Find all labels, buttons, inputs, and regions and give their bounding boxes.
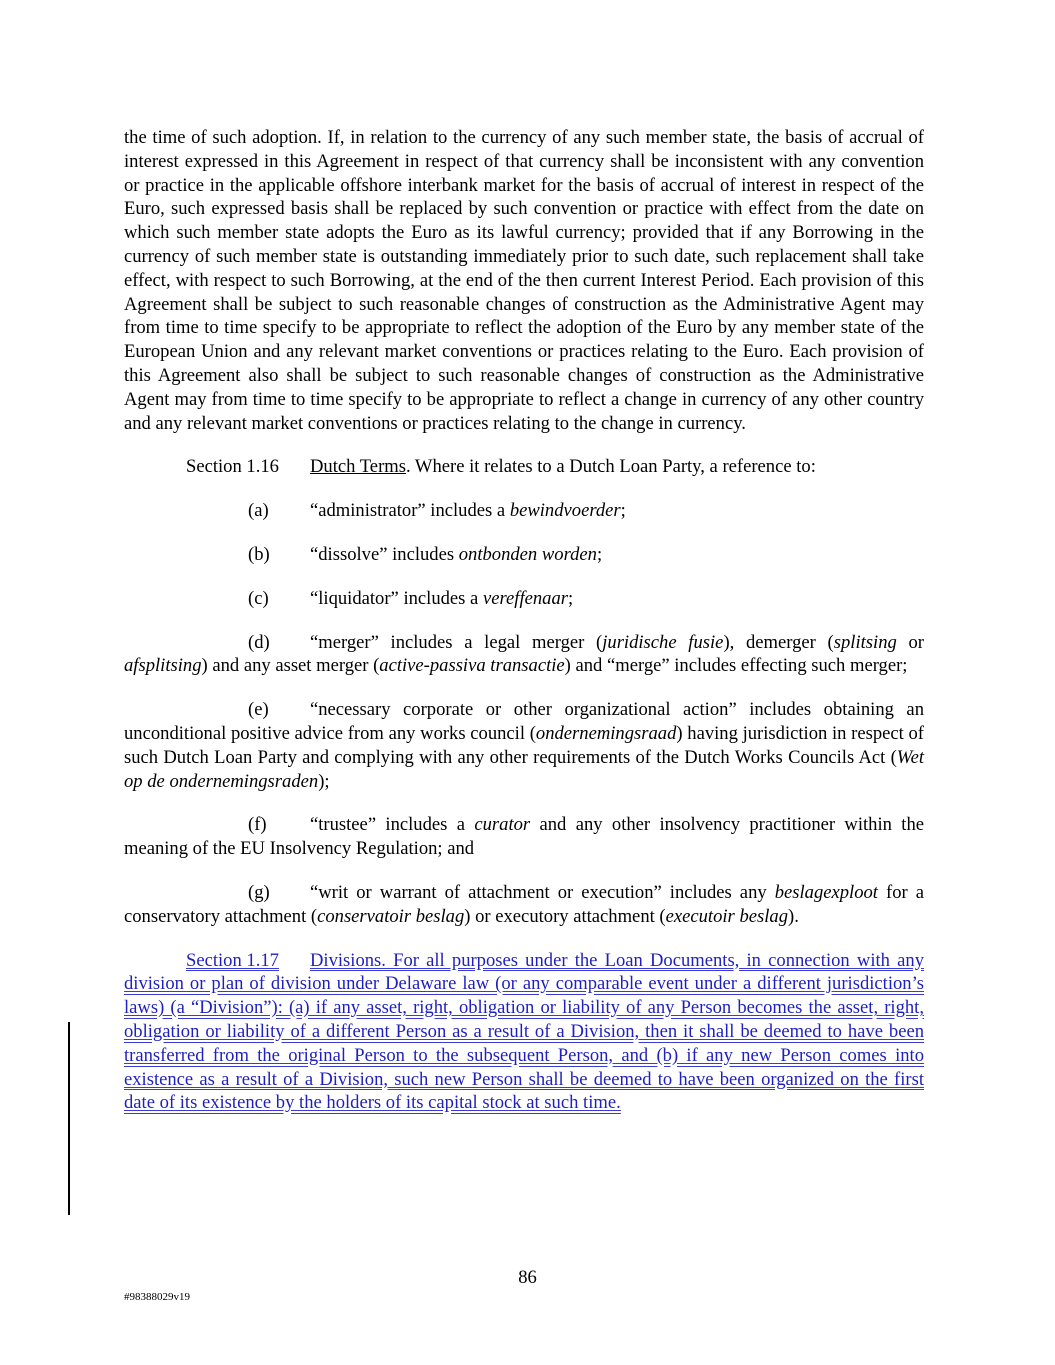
section-1-17-inserted-text (124, 949, 924, 1116)
clause-e: (e) “necessary corporate or other organizational action” includes obtaining an unconditional positive advice from any works council (ondernemingsraad) having jurisdiction in respect of such Dutch Loan Party and complying with any other requirements of the Dutch Works Councils Act (Wet op de ondernemingsraden); (124, 699, 924, 792)
clause-d: (d) “merger” includes a legal merger (juridische fusie), demerger (splitsing or afsplitsing) and any asset merger (active-passiva transactie) and “merge” includes effecting such merger; (124, 631, 924, 677)
clause-f: (f) “trustee” includes a curator and any other insolvency practitioner within the meaning of the EU Insolvency Regulation; and (124, 814, 924, 860)
section-1-16-number: Section 1.16 (186, 456, 279, 478)
paragraph-euro-conventions: the time of such adoption. If, in relation to the currency of any such member state, the basis of accrual of interest expressed in this Agreement in respect of that currency shall be inconsistent with any convention or practice in the applicable offshore interbank market for the basis of accrual of interest in respect of the Euro, such expressed basis shall be replaced by such convention or practice with effect from the date on which such member state adopts the Euro as its lawful currency; provided that if any Borrowing in the currency of such member state is outstanding immediately prior to such date, such replacement shall take effect, with respect to such Borrowing, at the end of the then current Interest Period. Each provision of this Agreement shall be subject to such reasonable changes of construction as the Administrative Agent may from time to time specify to be appropriate to reflect the adoption of the Euro by any member state of the European Union and any relevant market conventions or practices relating to the Euro. Each provision of this Agreement also shall be subject to such reasonable changes of construction as the Administrative Agent may from time to time specify to be appropriate to reflect a change in currency of any other country and any relevant market conventions or practices relating to the change in currency. (124, 127, 924, 434)
clause-a-label: (a) (248, 500, 269, 522)
clause-g-label: (g) (248, 881, 270, 903)
section-1-17-number: Section 1.17 (186, 949, 279, 971)
section-1-16-intro: . Where it relates to a Dutch Loan Party, a reference to: (405, 456, 816, 478)
section-1-16-title: Dutch Terms (310, 456, 406, 478)
clause-b-label: (b) (248, 543, 270, 565)
clause-a: (a) “administrator” includes a bewindvoerder; (248, 500, 626, 522)
clause-c: (c) “liquidator” includes a vereffenaar; (248, 587, 574, 609)
section-1-17-body: Divisions. For all purposes under the Loan Documents, in connection with any division or plan of division under Delaware law (or any comparable event under a different jurisdiction’s laws) (a “Division”): (a) if any asset, right, obligation or liability of any Person becomes the asset, right, obligation or liability of a different Person as a result of a Division, then it shall be deemed to have been transferred from the original Person to the subsequent Person, and (b) if any new Person comes into existence as a result of a Division, such new Person shall be deemed to have been organized on the first date of its existence by the holders of its capital stock at such time. (124, 949, 924, 1114)
clause-e-label: (e) (248, 699, 269, 721)
section-1-16-heading (124, 455, 924, 479)
document-page (124, 126, 924, 1115)
clause-f-label: (f) (248, 814, 267, 836)
clause-b: (b) “dissolve” includes ontbonden worden; (248, 543, 603, 565)
document-id: #98388029v19 (124, 1291, 190, 1303)
revision-change-bar (68, 1022, 70, 1215)
clause-g: (g) “writ or warrant of attachment or execution” includes any beslagexploot for a conservatory attachment (conservatoir beslag) or executory attachment (executoir beslag). (124, 881, 924, 927)
page-number: 86 (518, 1267, 537, 1288)
clause-d-label: (d) (248, 631, 270, 653)
clause-c-label: (c) (248, 587, 269, 609)
